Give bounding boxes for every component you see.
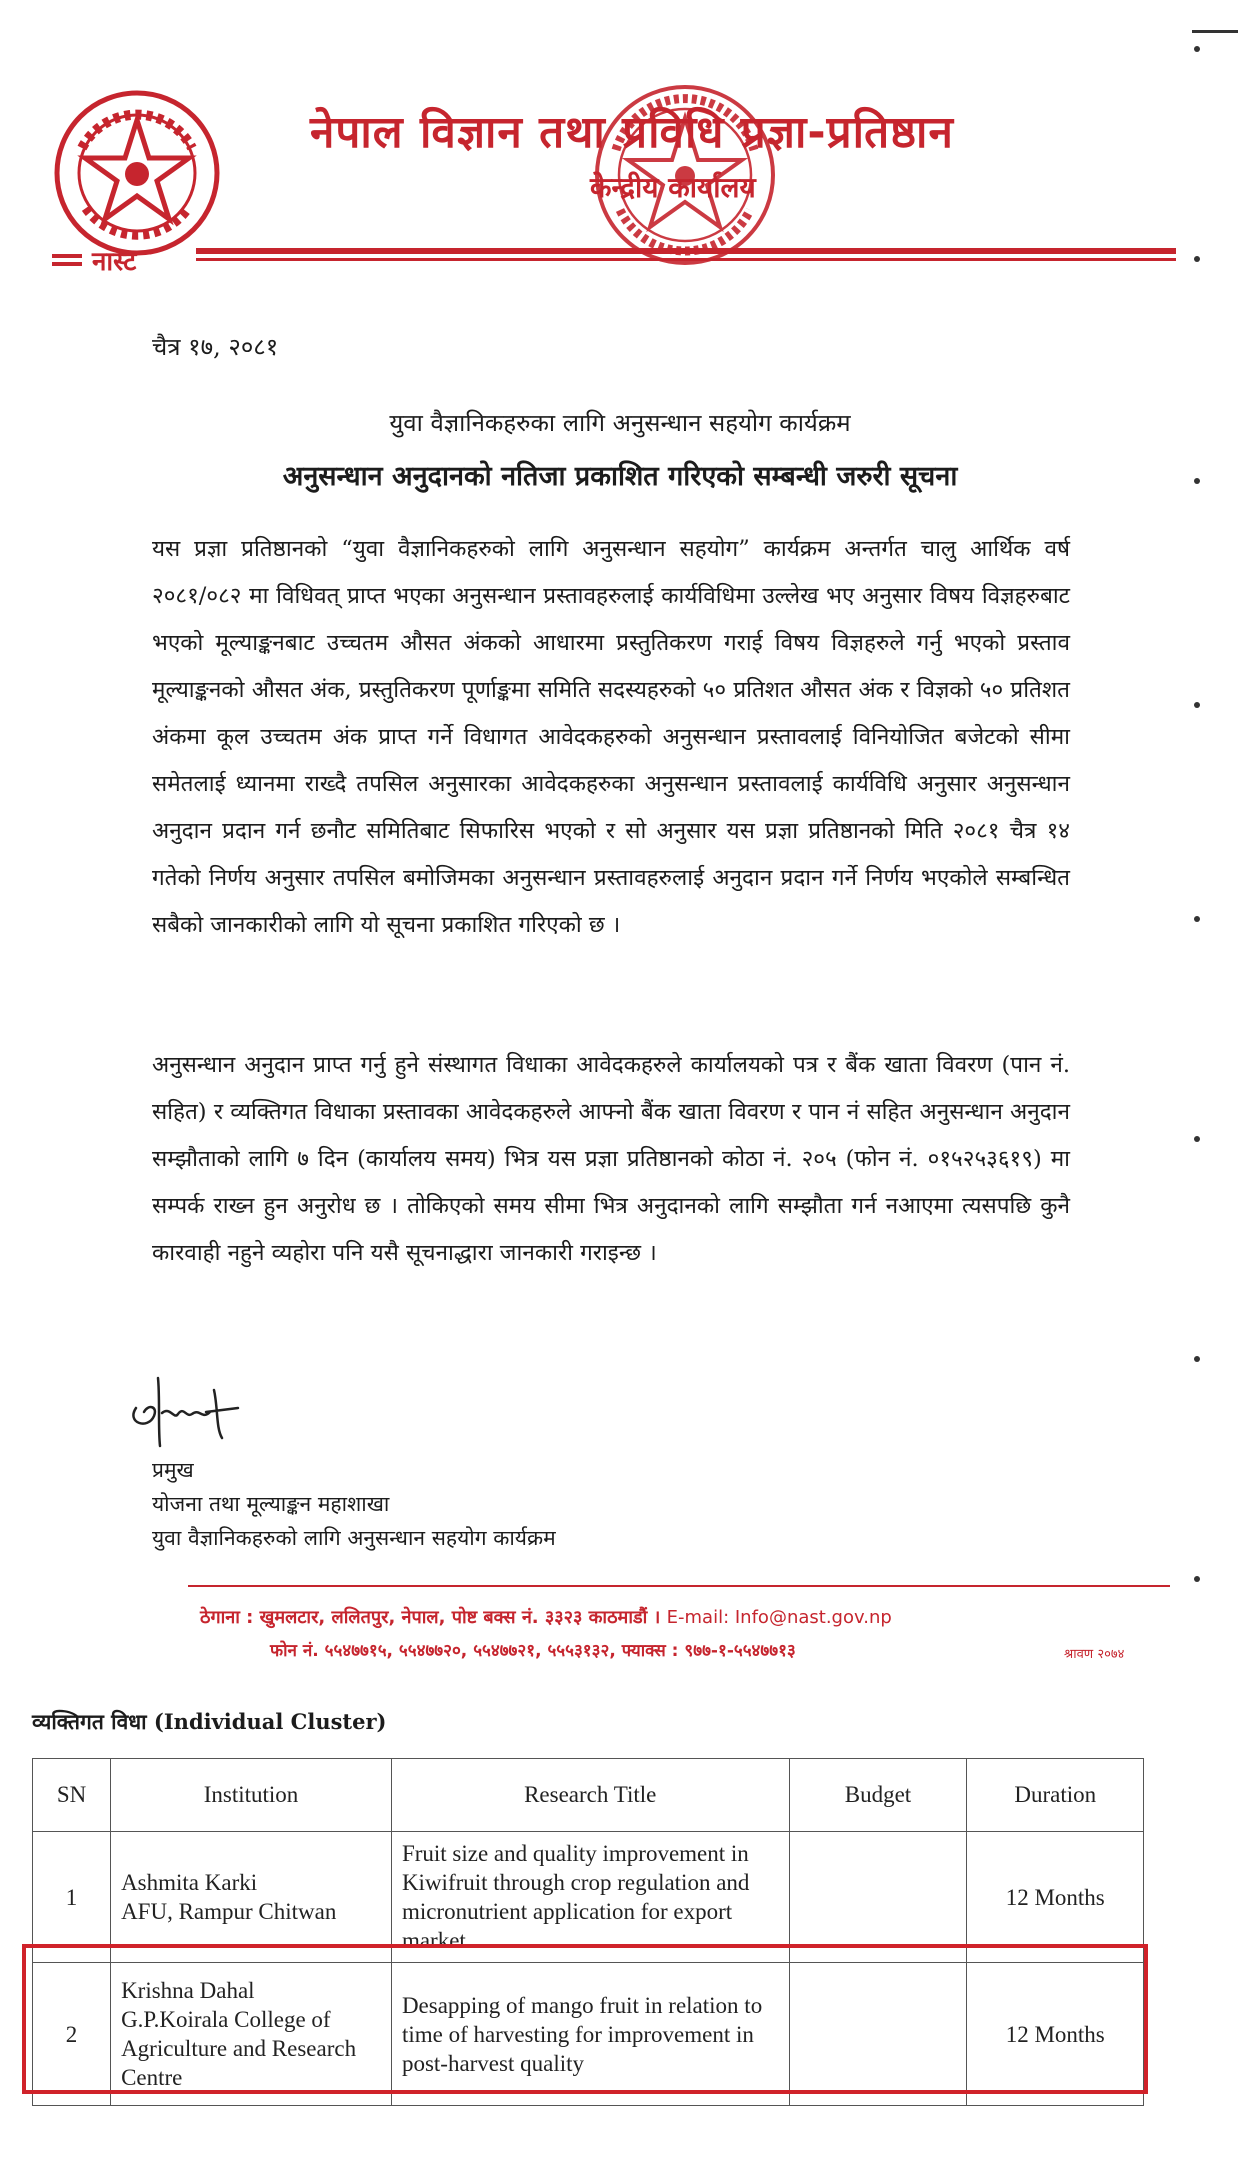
scan-dot [1194,46,1200,52]
column-header-sn: SN [33,1759,111,1832]
org-abbr: नास्ट [92,247,137,277]
scan-dot [1194,1356,1200,1362]
header-rule [52,262,82,266]
cell-sn: 2 [33,1963,111,2106]
applicant-name: Krishna Dahal [121,1978,255,2003]
program-name: युवा वैज्ञानिकहरुका लागि अनुसन्धान सहयोग कार्यक्रम [389,409,851,437]
row-highlight-box [22,1944,1148,2094]
notice-paragraph: अनुसन्धान अनुदान प्राप्त गर्नु हुने संस्थागत विधाका आवेदकहरुले कार्यालयको पत्र र बैंक खाता विवरण (पान नं. सहित) र व्यक्तिगत विधाका प्रस्तावका आवेदकहरुले आफ्नो बैंक खाता विवरण र पान नं सहित अनुसन्धान अनुदान सम्झौताको लागि ७ दिन (कार्यालय समय) भित्र यस प्रज्ञा प्रतिष्ठानको कोठा नं. २०५ (फोन नं. ०१५२५३६१९) मा सम्पर्क राख्न हुन अनुरोध छ । तोकिएको समय सीमा भित्र अनुदानको लागि सम्झौता गर्न नआएमा त्यसपछि कुनै कारवाही नहुने व्यहोरा पनि यसै सूचनाद्धारा जानकारी गराइन्छ । [152,1052,1070,1266]
footer-rule [188,1585,1170,1587]
signatory-program: युवा वैज्ञानिकहरुको लागि अनुसन्धान सहयोग कार्यक्रम [152,1526,556,1550]
header-rule [52,254,82,258]
scan-dot [1194,1136,1200,1142]
institution-name: G.P.Koirala College of Agriculture and Research Centre [121,2007,357,2090]
scan-dot [1194,256,1200,262]
cell-institution [111,1832,392,1963]
table-row [33,1832,1144,1963]
column-header-duration: Duration [967,1759,1144,1832]
notice-paragraph: यस प्रज्ञा प्रतिष्ठानको “युवा वैज्ञानिकहरुको लागि अनुसन्धान सहयोग” कार्यक्रम अन्तर्गत चालु आर्थिक वर्ष २०८१/०८२ मा विधिवत् प्राप्त भएका अनुसन्धान प्रस्तावहरुलाई कार्यविधिमा उल्लेख भए अनुसार विषय विज्ञहरुबाट भएको मूल्याङ्कनबाट उच्चतम औसत अंकको आधारमा प्रस्तुतिकरण गराई विषय विज्ञहरुले गर्नु भएको प्रस्ताव मूल्याङ्कनको औसत अंक, प्रस्तुतिकरण पूर्णाङ्कमा समिति सदस्यहरुको ५० प्रतिशत औसत अंक र विज्ञको ५० प्रतिशत अंकमा कूल उच्चतम अंक प्राप्त गर्ने विधागत आवेदकहरुको अनुसन्धान प्रस्तावलाई विनियोजित बजेटको सीमा समेतलाई ध्यानमा राख्दै तपसिल अनुसारका आवेदकहरुका अनुसन्धान प्रस्तावलाई कार्यविधि अनुसार अनुसन्धान अनुदान प्रदान गर्न छनौट समितिबाट सिफारिस भएको र सो अनुसार यस प्रज्ञा प्रतिष्ठानको मिति २०८१ चैत्र १४ गतेको निर्णय अनुसार तपसिल बमोजिमका अनुसन्धान प्रस्तावहरुलाई अनुदान प्रदान गर्ने निर्णय भएकोले सम्बन्धित सबैको जानकारीको लागि यो सूचना प्रकाशित गरिएको छ । [152,536,1070,938]
scan-dot [1194,1576,1200,1582]
institution-name: AFU, Rampur Chitwan [121,1899,337,1924]
cell-research-title: Desapping of mango fruit in relation to time of harvesting for improvement in post-harvest quality [391,1963,789,2106]
nast-emblem-icon [52,88,222,258]
print-code: श्रावण २०७४ [1064,1647,1125,1662]
scan-dot [1194,478,1200,484]
footer-address [200,1605,892,1629]
table-header-row [33,1759,1144,1832]
signatory-title: प्रमुख [152,1458,194,1482]
column-header-institution: Institution [111,1759,392,1832]
handwritten-signature-icon [118,1368,288,1458]
header-rule [196,258,1176,261]
header-rule [196,248,1176,254]
column-header-research-title: Research Title [391,1759,789,1832]
cell-research-title: Fruit size and quality improvement in Kiwifruit through crop regulation and micronutrient application for export market [391,1832,789,1963]
scan-dot [1194,916,1200,922]
applicant-name: Ashmita Karki [121,1870,258,1895]
cell-sn: 1 [33,1832,111,1963]
footer-phones: फोन नं. ५५४७७१५, ५५४७७२०, ५५४७७२१, ५५५३१३२, फ्याक्स : ९७७-१-५५४७७१३ [270,1641,796,1661]
scan-dot [1194,702,1200,708]
org-name: नेपाल विज्ञान तथा प्रविधि प्रज्ञा-प्रतिष्ठान [310,107,954,158]
signatory-department: योजना तथा मूल्याङ्कन महाशाखा [152,1492,390,1516]
scan-mark [1192,30,1238,33]
notice-subject: अनुसन्धान अनुदानको नतिजा प्रकाशित गरिएको सम्बन्धी जरुरी सूचना [282,461,958,492]
office-name: केन्द्रीय कार्यालय [590,171,756,204]
email-link[interactable]: E-mail: Info@nast.gov.np [666,1607,892,1628]
cluster-title: व्यक्तिगत विधा (Individual Cluster) [32,1709,387,1734]
cell-budget [789,1832,967,1963]
column-header-budget: Budget [789,1759,967,1832]
cell-duration: 12 Months [967,1963,1144,2106]
address-text: ठेगाना : खुमलटार, ललितपुर, नेपाल, पोष्ट बक्स नं. ३३२३ काठमाडौं । [200,1607,661,1628]
notice-date: चैत्र १७, २०८१ [152,333,279,361]
cell-duration: 12 Months [967,1832,1144,1963]
